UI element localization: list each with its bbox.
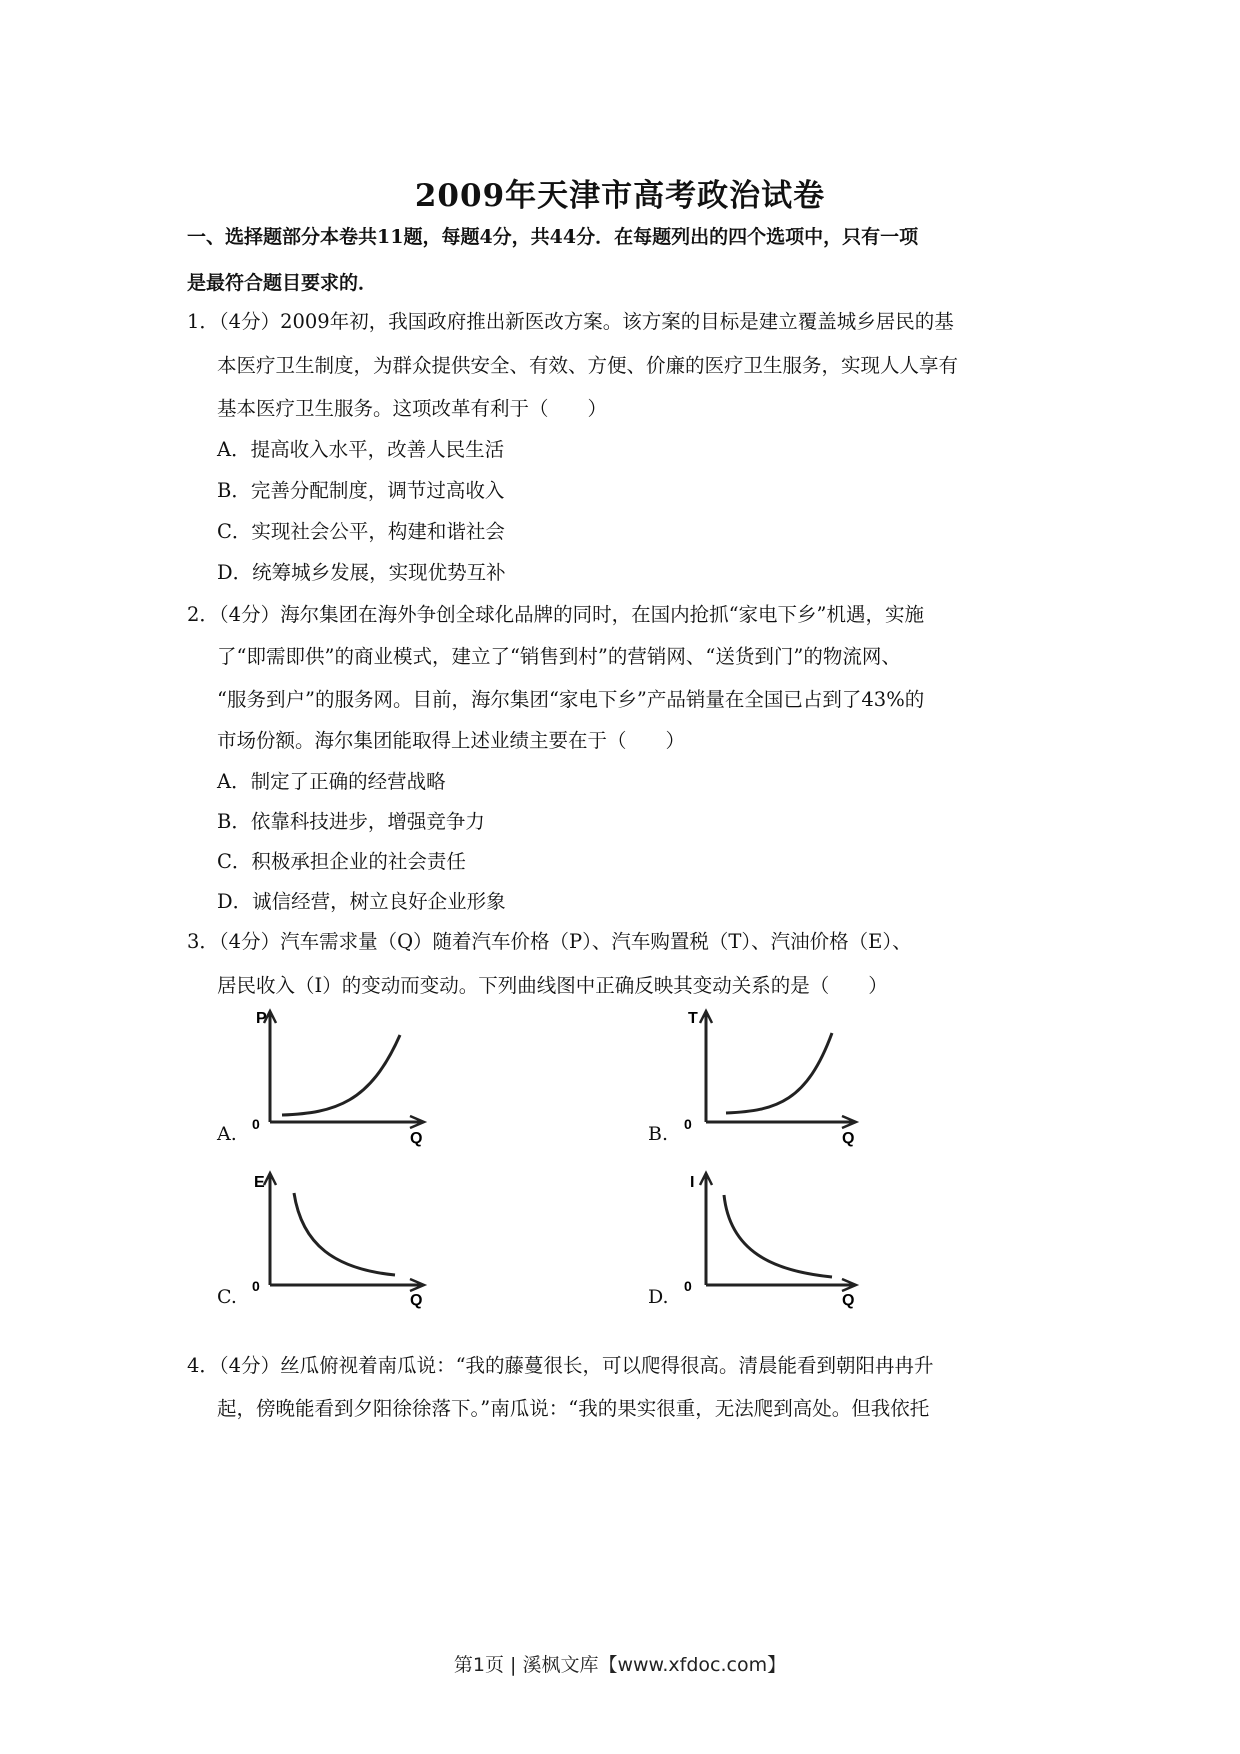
question-3-line-1: 3．（4分）汽车需求量（Q）随着汽车价格（P）、汽车购置税（T）、汽油价格（E）、 [187, 930, 912, 953]
graph-b-y-axis-label: T [688, 1010, 698, 1027]
graph-c-x-axis-label: Q [410, 1292, 423, 1309]
page-footer: 第1页 | 溪枫文库【www.xfdoc.com】 [453, 1654, 787, 1676]
question-2-line-1: 2．（4分）海尔集团在海外争创全球化品牌的同时，在国内抢抓“家电下乡”机遇，实施 [187, 603, 925, 626]
question-1-option-a: A．提高收入水平，改善人民生活 [217, 438, 505, 461]
graph-c-y-axis-label: E [254, 1174, 265, 1191]
question-2-line-3: “服务到户”的服务网。目前，海尔集团“家电下乡”产品销量在全国已占到了43%的 [217, 688, 925, 711]
question-2-option-c: C．积极承担企业的社会责任 [217, 850, 466, 873]
question-1-line-1: 1．（4分）2009年初，我国政府推出新医改方案。该方案的目标是建立覆盖城乡居民的基 [187, 310, 954, 333]
graph-c-curve [294, 1193, 395, 1275]
graph-a-x-axis-label: Q [410, 1130, 423, 1147]
graph-b-label: B. [648, 1123, 669, 1145]
graph-a [250, 1005, 440, 1155]
question-4-line-1: 4．（4分）丝瓜俯视着南瓜说：“我的藤蔓很长，可以爬得很高。清晨能看到朝阳冉冉升 [187, 1354, 934, 1377]
question-2-line-2: 了“即需即供”的商业模式，建立了“销售到村”的营销网、“送货到门”的物流网、 [217, 645, 901, 668]
question-4-line-2: 起，傍晚能看到夕阳徐徐落下。”南瓜说：“我的果实很重，无法爬到高处。但我依托 [217, 1397, 930, 1420]
graph-d-x-axis-label: Q [842, 1292, 855, 1309]
question-1-line-3: 基本医疗卫生服务。这项改革有利于（ ） [217, 397, 608, 420]
graph-b-origin-label: 0 [684, 1116, 692, 1132]
graph-d-curve [724, 1195, 832, 1277]
section-heading-line-1: 一、选择题部分本卷共11题，每题4分，共44分．在每题列出的四个选项中，只有一项 [187, 226, 919, 248]
graph-d [682, 1165, 872, 1315]
question-1-option-d: D．统筹城乡发展，实现优势互补 [217, 561, 506, 584]
graph-d-origin-label: 0 [684, 1278, 692, 1294]
page-title: 2009年天津市高考政治试卷 [414, 178, 826, 214]
graph-d-label: D. [648, 1286, 669, 1308]
graph-b [682, 1005, 872, 1155]
question-1-line-2: 本医疗卫生制度，为群众提供安全、有效、方便、价廉的医疗卫生服务，实现人人享有 [217, 354, 959, 377]
graph-d-y-axis-label: I [690, 1174, 695, 1191]
question-3-line-2: 居民收入（I）的变动而变动。下列曲线图中正确反映其变动关系的是（ ） [217, 974, 888, 997]
section-heading-line-2: 是最符合题目要求的． [187, 272, 378, 294]
graph-c [250, 1165, 440, 1315]
graph-c-label: C. [217, 1286, 237, 1308]
question-2-line-4: 市场份额。海尔集团能取得上述业绩主要在于（ ） [217, 729, 686, 752]
question-2-option-d: D．诚信经营，树立良好企业形象 [217, 890, 506, 913]
graph-a-curve [282, 1035, 400, 1115]
question-2-option-b: B．依靠科技进步，增强竞争力 [217, 810, 485, 833]
graph-a-label: A. [217, 1123, 237, 1145]
graph-b-curve [726, 1033, 832, 1113]
graph-c-origin-label: 0 [252, 1278, 260, 1294]
graph-a-y-axis-label: P [256, 1010, 267, 1027]
question-2-option-a: A．制定了正确的经营战略 [217, 770, 446, 793]
graph-a-origin-label: 0 [252, 1116, 260, 1132]
question-1-option-b: B．完善分配制度，调节过高收入 [217, 479, 505, 502]
question-1-option-c: C．实现社会公平，构建和谐社会 [217, 520, 505, 543]
graph-b-x-axis-label: Q [842, 1130, 855, 1147]
